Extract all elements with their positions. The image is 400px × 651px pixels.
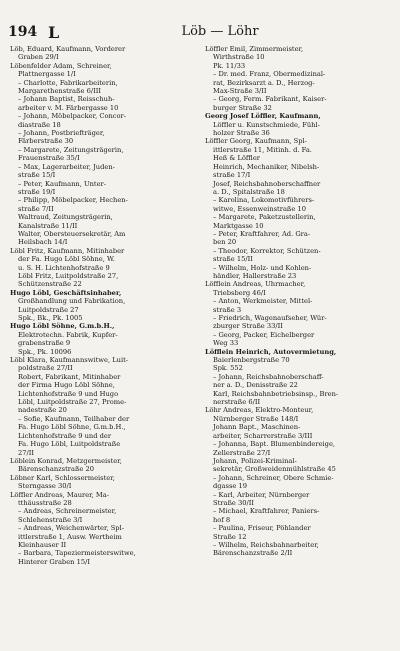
directory-entry-line: nadestraße 20 [18,406,67,415]
directory-entry-line: Löbl Fritz, Kaufmann, Mitinhaber [10,246,125,255]
directory-entry-line: – Anton, Werkmeister, Mittel- [213,297,313,306]
directory-entry-line: – Max, Lagerarbeiter, Juden- [18,162,115,171]
directory-entry-line: Baierlenbergstraße 70 [213,356,290,365]
directory-entry-line: Wirthstraße 10 [213,53,265,62]
directory-entry-line: zburger Straße 33/II [213,322,283,331]
directory-entry-line: straße 17/I [213,171,251,180]
directory-entry-line: arbeiter v. M. Färbergasse 10 [18,103,119,112]
directory-entry-line: Schlehenstraße 3/I [18,515,83,524]
directory-entry-line: Hinterer Graben 15/I [18,557,91,566]
directory-entry-line: tthäusstraße 28 [18,498,72,507]
directory-entry-line: – Margarete, Paketzustellerin, [213,213,316,222]
directory-entry-line: – Johann, Möbelpacker, Concor- [18,112,127,121]
directory-entry-line: Bärenschanzstraße 2/II [213,549,293,558]
directory-entry-line: Marktgasse 10 [213,221,264,230]
directory-entry-line: Triebsberg 46/I [213,288,266,297]
directory-entry-line: Max-Straße 3/II [213,87,267,96]
directory-entry-line: Zellerstraße 27/I [213,448,271,457]
directory-entry-line: sekretär, Großweidenmühlstraße 45 [213,465,336,474]
directory-entry-line: Löffler u. Kunstschmiede, Fühl- [213,120,320,129]
directory-entry-line: Hugo Löbl, Geschäftsinhaber, [10,288,122,297]
directory-entry-line: – Johann Baptist, Reisschuh- [18,95,115,104]
directory-entry-line: Löbenfelder Adam, Schreiner, [10,61,112,70]
directory-entry-line: u. S. H. Lichtenhofstraße 9 [18,263,110,272]
directory-entry-line: Löffler Andreas, Maurer, Ma- [10,490,109,499]
directory-entry-line: Luitpoldstraße 27 [18,305,79,314]
directory-entry-line: Hugo Löbl Söhne, G.m.b.H., [10,322,115,331]
directory-entry-line: witwe, Essenweinstraße 10 [213,204,306,213]
directory-entry-line: straße 19/I [18,187,56,196]
directory-entry-line: Bärenschanzstraße 20 [18,465,95,474]
directory-entry-line: poldstraße 27/II [18,364,73,373]
directory-entry-line: – Wilhelm, Reichsbahnarbeiter, [213,540,319,549]
directory-entry-line: straße 7/II [18,204,54,213]
directory-entry-line: Fa. Hugo Löbl, Luitpoldstraße [18,440,121,449]
directory-entry-line: ittlerstraße 1, Ausw. Wertheim [18,532,122,541]
directory-entry-line: Robert, Fabrikant, Mitinhaber [18,372,121,381]
directory-entry-line: – Peter, Kaufmann, Unter- [18,179,106,188]
directory-entry-line: Spk., Pk. 10096 [18,347,72,356]
directory-entry-line: – Theodor, Korrektor, Schützen- [213,246,321,255]
directory-entry-line: Josef, Reichsbahnoberschaffner [213,179,321,188]
directory-entry-line: Löb, Eduard, Kaufmann, Vorderer [10,45,126,53]
directory-entry-line: Straße 30/II [213,498,255,507]
directory-entry-line: – Wilhelm, Holz- und Kohlen- [213,263,312,272]
page-header [0,0,400,44]
directory-entry-line: – Dr. med. Franz, Obermedizinal- [213,70,326,79]
directory-entry-line: Kleinhauser II [18,540,67,549]
directory-entry-line: Färberstraße 30 [18,137,74,146]
directory-entry-line: Löhr Andreas, Elektro-Monteur, [205,406,314,415]
directory-entry-line: Löfflein Andreas, Uhrmacher, [205,280,306,289]
directory-entry-line: nerstraße 6/II [213,398,261,407]
directory-entry-line: burger Straße 32 [213,103,272,112]
directory-entry-line: Heinrich, Mechaniker, Nibelsh- [213,162,320,171]
directory-entry-line: Löbl Fritz, Luitpoldstraße 27, [18,271,119,280]
section-letter: L [48,23,60,42]
directory-entry-line: Karl, Reichsbahnbetriebsinsp., Bren- [213,389,339,398]
directory-entry-line: dgasse 19 [213,482,248,491]
directory-entry-line: hof 8 [213,515,231,524]
directory-entry-line: straße 15/II [213,255,253,264]
directory-entry-line: – Charlotte, Fabrikarbeiterin, [18,78,118,87]
directory-entry-line: – Sofie, Kaufmann, Teilhaber der [18,414,130,423]
directory-entry-line: straße 15/I [18,171,56,180]
directory-entry-line: Spk. 552 [213,364,243,373]
directory-entry-line: – Barbara, Tapeziermeisterswitwe, [18,549,136,558]
directory-entry-line: ner a. D., Denisstraße 22 [213,381,298,390]
directory-entry-line: Löblein Konrad, Metzgermeister, [10,456,122,465]
directory-entry-line: holzer Straße 36 [213,129,270,138]
directory-entry-line: Lichtenhofstraße 9 und der [18,431,112,440]
directory-entry-line: Fa. Hugo Löbl Söhne, G.m.b.H., [18,423,126,432]
directory-entry-line: Nürnberger Straße 148/I [213,414,299,423]
directory-entry-line: Lichtenhofstraße 9 und Hugo [18,389,119,398]
directory-entry-line: Schützenstraße 22 [18,280,82,289]
directory-entry-line: ittlerstraße 11, Mitinh. d. Fa. [213,145,312,154]
directory-entry-line: Waltraud, Zeitungsträgerin, [18,213,113,222]
directory-entry-line: Walter, Obersteuersekretär, Am [18,229,126,238]
directory-entry-line: Frauenstraße 35/I [18,154,80,163]
directory-entry-line: Graben 29/I [18,53,59,62]
directory-entry-line: Kanalstraße 11/II [18,221,78,230]
directory-entry-line: Straße 12 [213,532,247,541]
directory-entry-line: Johann, Polizei-Kriminal- [213,456,297,465]
directory-entry-line: straße 3 [213,305,242,314]
directory-entry-line: a. D., Spitalstraße 18 [213,187,285,196]
directory-entry-line: – Michael, Kraftfahrer, Paniers- [213,507,320,516]
directory-entry-line: der Firma Hugo Löbl Söhne, [18,381,115,390]
directory-entry-line: Spk., Bk., Pk. 1005 [18,314,83,322]
directory-entry-line: Heilsbach 14/I [18,238,68,247]
directory-entry-line: – Johann, Reichsbahnoberschaff- [213,372,324,381]
directory-entry-line: 27/II [18,448,35,457]
directory-entry-line: der Fa. Hugo Löbl Söhne, W. [18,255,115,264]
directory-entry-line: – Karolina, Lokomotivführers- [213,196,315,205]
directory-entry-line: ben 20 [213,238,237,247]
directory-entry-line: – Georg, Packer, Eichelberger [213,330,315,339]
directory-entry-line: Weg 33 [213,339,239,348]
directory-entry-line: Georg Josef Löffler, Kaufmann, [205,112,321,121]
directory-entry-line: – Andreas, Weichenwärter, Spl- [18,524,124,533]
name-range: Löb — Löhr [181,24,259,39]
directory-entry-line: Löbner Karl, Schlossermeister, [10,473,115,482]
page-number: 194 [8,24,38,40]
directory-entry-line: Löffler Emil, Zimmermeister, [205,45,304,53]
directory-entry-line: grabenstraße 9 [18,339,71,348]
directory-entry-line: – Johann, Postbriefträger, [18,129,105,138]
directory-entry-line: – Peter, Kraftfahrer, Ad. Gra- [213,229,311,238]
directory-entry-line: Plattnergasse 1/I [18,70,76,79]
directory-entry-line: Löbl Klara, Kaufmannswitwe, Luit- [10,356,129,365]
directory-entry-line: Pk. 11/33 [213,61,246,70]
directory-entry-line: Elektrotechn. Fabrik, Kupfer- [18,330,118,339]
directory-entry-line: diastraße 18 [18,120,61,129]
directory-entry-line: Löfflein Heinrich, Autovermietung, [205,347,337,356]
directory-entry-line: Johann Bapt., Maschinen- [213,423,301,432]
directory-entry-line: – Johann, Schreiner, Obere Schmie- [213,473,334,482]
left-column [10,45,192,645]
directory-entry-line: – Andreas, Schreinermeister, [18,507,117,516]
directory-entry-line: – Johanna, Bapt. Blumenbindereige, [213,440,336,449]
directory-entry-line: rat, Bezirksarzt a. D., Herzog- [213,78,315,87]
directory-entry-line: Margarethenstraße 6/III [18,87,101,96]
directory-entry-line: – Philipp, Möbelpacker, Hechen- [18,196,128,205]
directory-entry-line: Löffler Georg, Kaufmann, Spl- [205,137,307,146]
directory-entry-line: – Margarete, Zeitungsträgerin, [18,145,124,154]
directory-entry-line: Großhandlung und Fabrikation, [18,297,126,306]
directory-entry-line: Sterngasse 30/I [18,482,72,491]
directory-entry-line: – Georg, Ferm. Fabrikant, Kaiser- [213,95,327,104]
right-column [205,45,387,645]
directory-entry-line: Heß & Löffler [213,154,260,163]
directory-entry-line: – Karl, Arbeiter, Nürnberger [213,490,310,499]
directory-entry-line: arbeiter, Scharrerstraße 3/III [213,431,313,440]
directory-entry-line: – Paulina, Friseur, Pöhlander [213,524,311,533]
directory-entry-line: Löbl, Luitpoldstraße 27, Prome- [18,398,127,407]
directory-entry-line: händler, Hallerstraße 23 [213,271,297,280]
directory-entry-line: – Friedrich, Wagenaufseher, Wür- [213,314,327,322]
